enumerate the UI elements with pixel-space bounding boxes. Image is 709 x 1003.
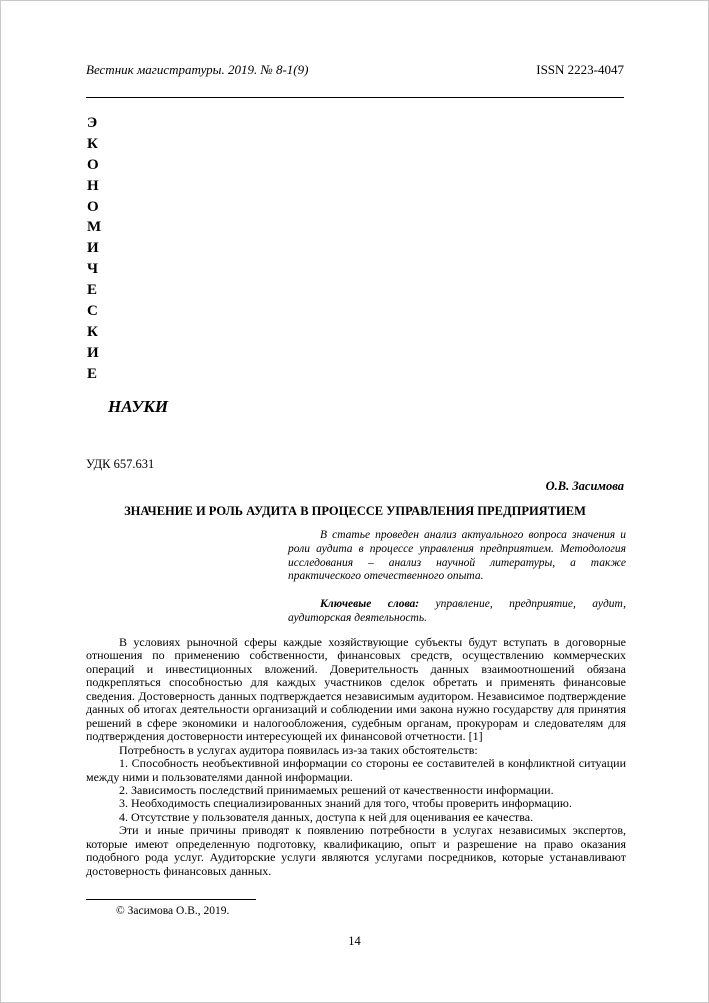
section-letter: О [87,156,99,173]
body-list-item: 2. Зависимость последствий принимаемых решений от качественности информации. [119,782,554,797]
header-separator [86,97,624,98]
author-name: О.В. Засимова [545,479,624,493]
section-letter: О [87,198,99,215]
section-title-suffix: НАУКИ [108,397,169,416]
section-letter: И [87,240,99,257]
section-letter: Ч [87,261,99,278]
article-body [86,636,626,878]
page-number: 14 [348,934,361,948]
footnote-separator [86,899,256,900]
annotation-block [288,529,626,626]
body-paragraph: Потребность в услугах аудитора появилась из-за таких обстоятельств: [119,742,478,757]
abstract-text: В статье проведен анализ актуального вопроса значения и роли аудита в процессе управления предприятием. Методология исследования – анализ научной литературы, а также практического отечественного опыта. [288,529,626,583]
article-title: ЗНАЧЕНИЕ И РОЛЬ АУДИТА В ПРОЦЕССЕ УПРАВЛЕНИЯ ПРЕДПРИЯТИЕМ [124,504,586,518]
body-list-item: 3. Необходимость специализированных знаний для того, чтобы проверить информацию. [119,796,572,811]
section-letter: Н [87,177,99,194]
body-list-item: 1. Способность необъективной информации со стороны ее составителей в конфликтной ситуации между ними и пользователями данной информации. [86,756,626,784]
section-letter: Е [87,282,98,299]
copyright-footnote: © Засимова О.В., 2019. [116,905,230,917]
section-letter: Э [87,115,98,131]
issn-label: ISSN 2223-4047 [536,62,624,77]
page-header [86,62,624,78]
journal-reference: Вестник магистратуры. 2019. № 8-1(9) [86,62,309,77]
section-letter: К [87,135,98,152]
section-letter: М [87,219,102,236]
body-list-item: 4. Отсутствие у пользователя данных, доступа к ней для оценивания ее качества. [119,809,534,824]
section-letter: Е [87,365,98,382]
section-letter: К [87,323,98,340]
section-letter: С [87,303,98,320]
body-paragraph: Эти и иные причины приводят к появлению потребности в услугах независимых экспертов, которые имеют определенную подготовку, квалификацию, опыт и разрешение на право оказания подобного рода услуг. Аудиторские услуги являются услугами посредников, которые устанавливают достоверность финансовых данных. [86,823,626,878]
keywords-list: управление, предприятие, аудит, аудиторская деятельность. [288,598,627,624]
keywords-label: Ключевые слова: [320,598,420,611]
body-paragraph: В условиях рыночной сферы каждые хозяйствующие субъекты будут вступать в договорные отношения по применению собственности, финансовых средств, осуществлению коммерческих операций и инвестиционных вложений. Доверительность данных взаимоотношений обязана подкрепляться способностью для каждых участников сделок обретать и применять финансовые сведения. Достоверность данных подтверждается независимым аудитором. Независимое подтверждение данных об итогах деятельности организаций и соблюдении ими закона нужно государству для принятия решений в сфере экономики и налогообложения, судебным органам, прокурорам и следователям для подтверждения достоверности интересующей их финансовой отчетности. [1] [86,635,626,744]
keywords-paragraph [288,598,626,626]
section-letter: И [87,344,99,361]
udc-code: УДК 657.631 [86,457,155,471]
section-title-vertical [87,113,101,385]
